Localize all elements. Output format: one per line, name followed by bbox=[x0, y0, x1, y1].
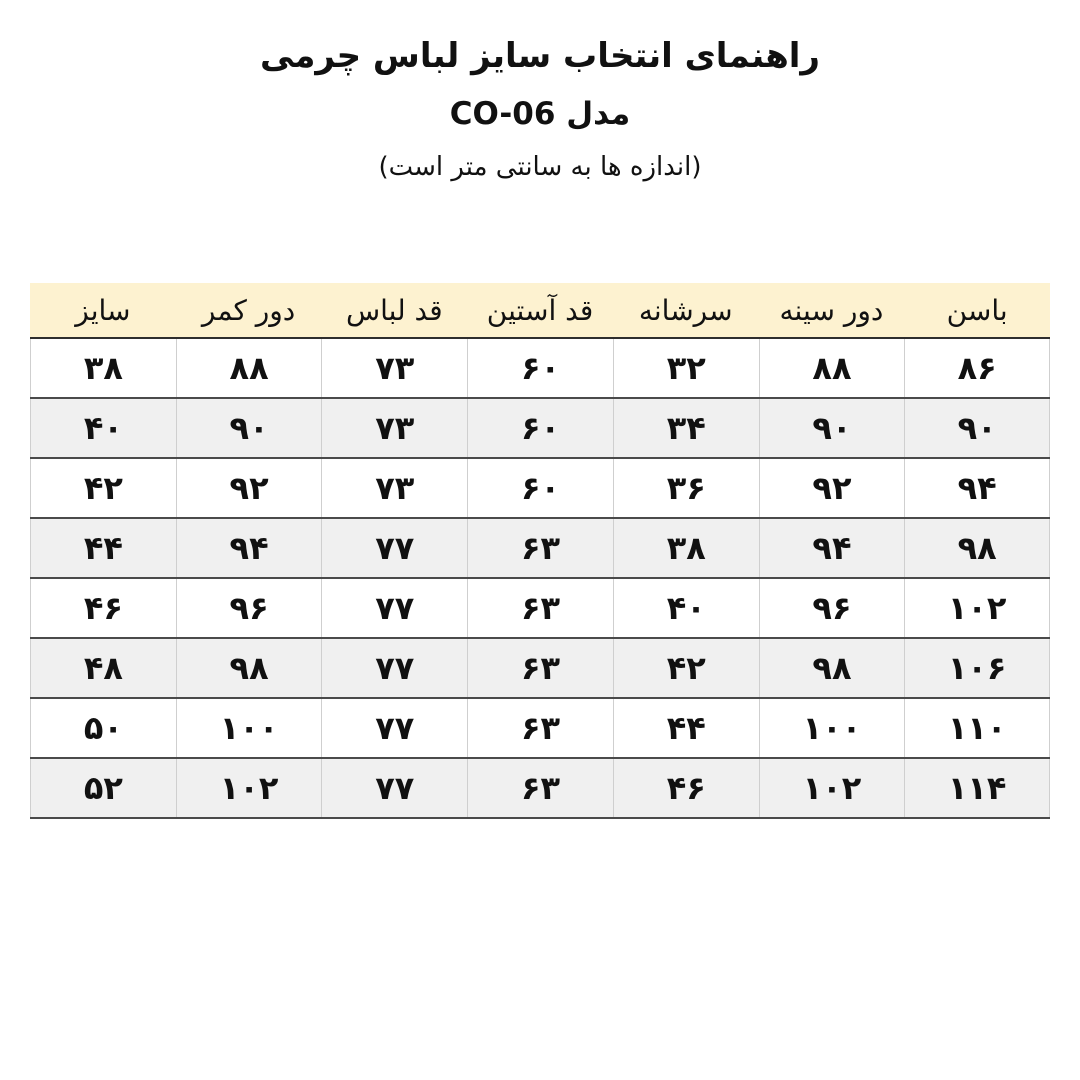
cell-shoulder: ۴۲ bbox=[613, 639, 759, 697]
cell-garment-length: ۷۷ bbox=[321, 579, 467, 637]
cell-waist: ۹۴ bbox=[176, 519, 322, 577]
table-row bbox=[30, 459, 1050, 519]
cell-size: ۴۸ bbox=[30, 639, 176, 697]
cell-sleeve-length: ۶۰ bbox=[467, 459, 613, 517]
cell-hip: ۹۸ bbox=[904, 519, 1050, 577]
cell-waist: ۱۰۰ bbox=[176, 699, 322, 757]
cell-sleeve-length: ۶۳ bbox=[467, 699, 613, 757]
model-title: مدل CO-06 bbox=[449, 96, 631, 132]
column-header-garment-length: قد لباس bbox=[345, 293, 443, 327]
cell-size: ۵۰ bbox=[30, 699, 176, 757]
cell-shoulder: ۴۴ bbox=[613, 699, 759, 757]
cell-garment-length: ۷۷ bbox=[321, 699, 467, 757]
cell-shoulder: ۳۸ bbox=[613, 519, 759, 577]
cell-sleeve-length: ۶۳ bbox=[467, 639, 613, 697]
cell-waist: ۱۰۲ bbox=[176, 759, 322, 817]
cell-size: ۴۲ bbox=[30, 459, 176, 517]
size-table bbox=[30, 283, 1050, 819]
cell-garment-length: ۷۳ bbox=[321, 459, 467, 517]
cell-chest: ۹۸ bbox=[759, 639, 905, 697]
cell-hip: ۱۰۶ bbox=[904, 639, 1050, 697]
cell-shoulder: ۳۴ bbox=[613, 399, 759, 457]
table-row bbox=[30, 759, 1050, 819]
table-body bbox=[30, 339, 1050, 819]
table-row bbox=[30, 399, 1050, 459]
units-note: (اندازه ها به سانتی متر است) bbox=[378, 152, 702, 182]
cell-garment-length: ۷۷ bbox=[321, 519, 467, 577]
table-row bbox=[30, 699, 1050, 759]
column-header-waist: دور کمر bbox=[201, 293, 296, 327]
cell-sleeve-length: ۶۳ bbox=[467, 579, 613, 637]
cell-chest: ۱۰۲ bbox=[759, 759, 905, 817]
table-row bbox=[30, 639, 1050, 699]
cell-shoulder: ۳۲ bbox=[613, 339, 759, 397]
cell-sleeve-length: ۶۳ bbox=[467, 519, 613, 577]
cell-size: ۴۶ bbox=[30, 579, 176, 637]
cell-waist: ۸۸ bbox=[176, 339, 322, 397]
cell-waist: ۹۶ bbox=[176, 579, 322, 637]
cell-chest: ۹۰ bbox=[759, 399, 905, 457]
cell-garment-length: ۷۳ bbox=[321, 399, 467, 457]
cell-garment-length: ۷۷ bbox=[321, 639, 467, 697]
table-row bbox=[30, 519, 1050, 579]
cell-waist: ۹۲ bbox=[176, 459, 322, 517]
cell-garment-length: ۷۳ bbox=[321, 339, 467, 397]
cell-sleeve-length: ۶۰ bbox=[467, 399, 613, 457]
cell-size: ۴۰ bbox=[30, 399, 176, 457]
cell-shoulder: ۳۶ bbox=[613, 459, 759, 517]
cell-hip: ۸۶ bbox=[904, 339, 1050, 397]
table-header-row bbox=[30, 283, 1050, 339]
cell-size: ۵۲ bbox=[30, 759, 176, 817]
cell-garment-length: ۷۷ bbox=[321, 759, 467, 817]
cell-hip: ۹۰ bbox=[904, 399, 1050, 457]
cell-chest: ۹۶ bbox=[759, 579, 905, 637]
cell-shoulder: ۴۶ bbox=[613, 759, 759, 817]
column-header-sleeve-length: قد آستین bbox=[486, 293, 594, 327]
table-row bbox=[30, 579, 1050, 639]
cell-chest: ۱۰۰ bbox=[759, 699, 905, 757]
cell-chest: ۹۴ bbox=[759, 519, 905, 577]
cell-chest: ۸۸ bbox=[759, 339, 905, 397]
cell-sleeve-length: ۶۰ bbox=[467, 339, 613, 397]
cell-hip: ۱۱۴ bbox=[904, 759, 1050, 817]
cell-hip: ۱۱۰ bbox=[904, 699, 1050, 757]
cell-hip: ۹۴ bbox=[904, 459, 1050, 517]
table-row bbox=[30, 339, 1050, 399]
cell-waist: ۹۰ bbox=[176, 399, 322, 457]
cell-chest: ۹۲ bbox=[759, 459, 905, 517]
column-header-shoulder: سرشانه bbox=[638, 293, 733, 327]
cell-sleeve-length: ۶۳ bbox=[467, 759, 613, 817]
cell-size: ۳۸ bbox=[30, 339, 176, 397]
cell-size: ۴۴ bbox=[30, 519, 176, 577]
cell-shoulder: ۴۰ bbox=[613, 579, 759, 637]
cell-hip: ۱۰۲ bbox=[904, 579, 1050, 637]
cell-waist: ۹۸ bbox=[176, 639, 322, 697]
column-header-hip: باسن bbox=[946, 293, 1008, 327]
column-header-size: سایز bbox=[75, 293, 131, 327]
page-title: راهنمای انتخاب سایز لباس چرمی bbox=[259, 36, 821, 76]
column-header-chest: دور سینه bbox=[779, 293, 884, 327]
